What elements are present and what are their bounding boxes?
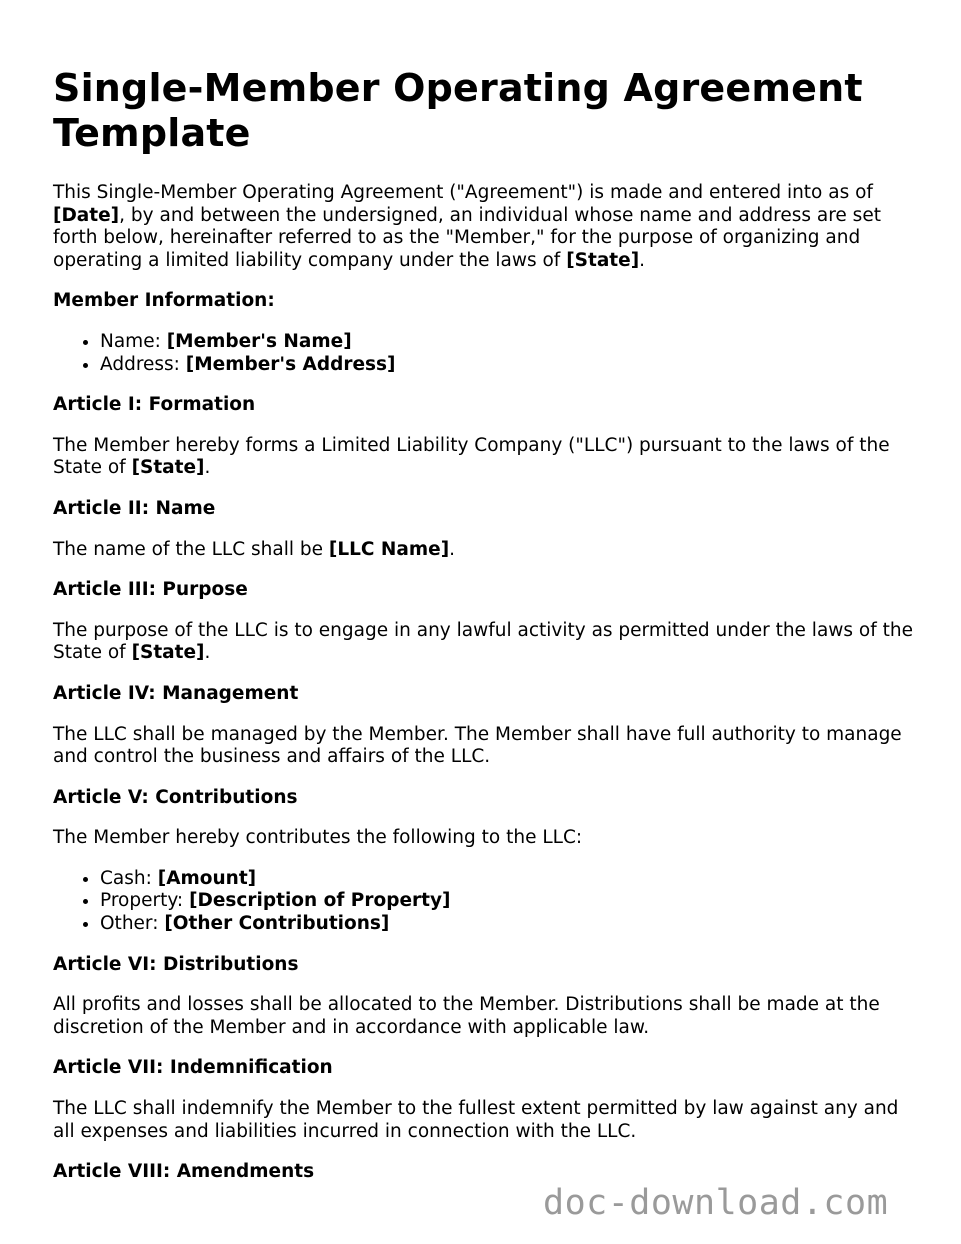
article-contributions-text: The Member hereby contributes the following to the LLC: [53, 827, 583, 849]
list-item: • Name: [Member's Name] [100, 331, 913, 354]
document-page [53, 66, 913, 1202]
member-info-heading: Member Information: [53, 290, 275, 312]
article-indemnification-text: The LLC shall indemnify the Member to the fullest extent permitted by law against any and all expenses and liabilities incurred in connection with the LLC. [53, 1098, 899, 1142]
state-placeholder: [State] [566, 249, 640, 271]
article-name-heading: Article II: Name [53, 497, 216, 519]
watermark: doc-download.com [543, 1183, 889, 1223]
article-formation-text: The Member hereby forms a Limited Liability Company ("LLC") pursuant to the laws of the State of [State]. [53, 434, 890, 479]
article-indemnification-heading: Article VII: Indemnification [53, 1057, 333, 1079]
date-placeholder: [Date] [53, 204, 120, 226]
list-item: • Other: [Other Contributions] [100, 913, 913, 936]
intro-paragraph: This Single-Member Operating Agreement ("Agreement") is made and entered into as of [Date], by and between the undersigned, an individual whose name and address are set forth below, hereinafter referred to as the "Member," for the purpose of organizing and operating a limited liability company under the laws of [State]. [53, 182, 881, 271]
article-management-text: The LLC shall be managed by the Member. The Member shall have full authority to manage and control the business and affairs of the LLC. [53, 723, 902, 768]
article-formation-heading: Article I: Formation [53, 394, 256, 416]
article-name-text: The name of the LLC shall be [LLC Name]. [53, 538, 456, 560]
article-purpose-text: The purpose of the LLC is to engage in any lawful activity as permitted under the laws of the State of [State]. [53, 619, 914, 664]
list-item: • Address: [Member's Address] [100, 354, 913, 377]
member-info-list [53, 331, 913, 376]
article-amendments-heading: Article VIII: Amendments [53, 1161, 315, 1183]
article-management-heading: Article IV: Management [53, 682, 299, 704]
article-distributions-text: All profits and losses shall be allocated to the Member. Distributions shall be made at the discretion of the Member and in accordance with applicable law. [53, 994, 880, 1038]
contributions-list [53, 868, 913, 936]
article-distributions-heading: Article VI: Distributions [53, 953, 299, 975]
page-title: Single-Member Operating Agreement Template [53, 66, 863, 155]
list-item: • Property: [Description of Property] [100, 890, 913, 913]
list-item: • Cash: [Amount] [100, 868, 913, 891]
article-contributions-heading: Article V: Contributions [53, 786, 298, 808]
article-purpose-heading: Article III: Purpose [53, 579, 248, 601]
